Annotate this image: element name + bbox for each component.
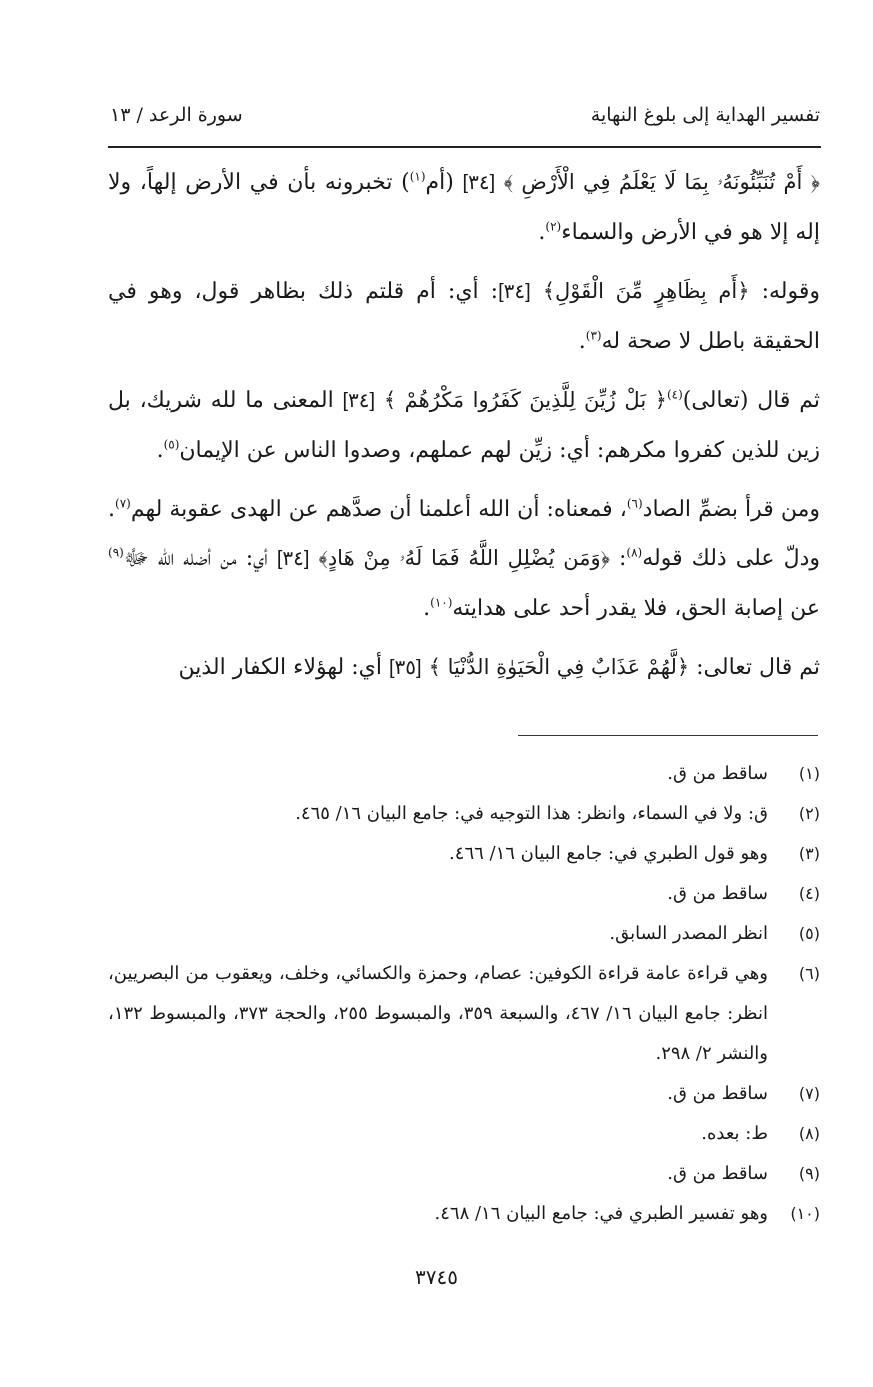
- footnote-text: ط: بعده.: [701, 1123, 768, 1144]
- text: :: [609, 546, 627, 571]
- paragraph-1: [108, 158, 820, 257]
- text: أي: لهؤلاء الكفار الذين: [178, 655, 389, 680]
- footnote-text: انظر المصدر السابق.: [609, 923, 768, 944]
- header-divider: [108, 146, 821, 148]
- paragraph-5: [108, 643, 820, 693]
- text: .: [538, 220, 546, 245]
- footnote-number: (١): [798, 764, 820, 783]
- page-number: ٣٧٤٥: [415, 1265, 458, 1289]
- footnote-number: (٤): [798, 884, 820, 903]
- footnote-ref[interactable]: (٥): [163, 437, 180, 452]
- verse-ref: [٣٤]: [462, 172, 496, 194]
- main-text: [108, 158, 820, 703]
- footnote-item: [108, 754, 820, 794]
- footnote-text: ساقط من ق.: [667, 763, 768, 784]
- footnote-item: [108, 954, 820, 1074]
- footnote-number: (٩): [798, 1164, 820, 1183]
- text: أي: من أضله الله ﷻ: [123, 546, 277, 571]
- footnote-number: (٢): [798, 804, 820, 823]
- book-title: تفسير الهداية إلى بلوغ النهاية: [590, 104, 820, 126]
- footnote-item: [108, 834, 820, 874]
- footnote-text: ساقط من ق.: [667, 1083, 768, 1104]
- text: المعنى ما لله شريك، بل زين للذين كفروا مكرهم: أي: زيِّن لهم عملهم، وصدوا الناس عن الإيمان: [108, 388, 820, 463]
- footnote-number: (١٠): [790, 1204, 820, 1223]
- text: (أم: [425, 170, 454, 195]
- paragraph-4: [108, 485, 820, 633]
- surah-page-label: سورة الرعد / ١٣: [110, 104, 243, 126]
- text: وقوله:: [749, 279, 820, 304]
- footnote-item: [108, 1114, 820, 1154]
- quran-quote: ﴿لَّهُمْ عَذَابٌ فِي الْحَيَوٰةِ الدُّنْيَا ﴾: [428, 655, 690, 679]
- footnote-number: (٧): [798, 1084, 820, 1103]
- quran-quote: ﴿أَم بِظَاهِرٍ مِّنَ الْقَوْلِ﴾: [542, 279, 750, 303]
- text: ثم قال (تعالى): [682, 388, 820, 413]
- footnote-item: [108, 874, 820, 914]
- verse-ref: [٣٤]: [498, 281, 531, 303]
- footnote-ref[interactable]: (٦): [626, 496, 643, 511]
- footnote-ref[interactable]: (٧): [115, 496, 131, 511]
- text: ثم قال تعالى:: [689, 655, 820, 680]
- quran-quote: ﴿ أَمْ تُنَبِّئُونَهُۥ بِمَا لَا يَعْلَمُ فِي الْأَرْضِ ﴾: [503, 170, 820, 194]
- footnote-ref[interactable]: (٣): [585, 328, 602, 343]
- text: .: [578, 329, 586, 354]
- running-header: [110, 104, 820, 144]
- text: : أي: أم قلتم ذلك بظاهر قول، وهو في الحقيقة باطل لا صحة له: [108, 279, 820, 354]
- text: ) تخبرونه بأن في الأرض إلهاً، ولا إله إلا هو في الأرض والسماء: [108, 170, 820, 245]
- footnote-number: (٥): [798, 924, 820, 943]
- text: عن إصابة الحق، فلا يقدر أحد على هدايته: [452, 596, 820, 621]
- paragraph-3: [108, 376, 820, 475]
- footnote-number: (٨): [798, 1124, 820, 1143]
- verse-ref: [٣٤]: [342, 390, 376, 412]
- footnote-text: وهو قول الطبري في: جامع البيان ١٦/ ٤٦٦.: [449, 843, 768, 864]
- paragraph-2: [108, 267, 820, 366]
- footnote-item: [108, 794, 820, 834]
- footnote-item: [108, 1194, 820, 1234]
- footnote-text: ساقط من ق.: [667, 883, 768, 904]
- text: ، فمعناه: أن الله أعلمنا أن صدَّهم عن الهدى عقوبة لهم: [130, 497, 627, 522]
- text: . ودلّ على ذلك قوله: [108, 497, 821, 571]
- footnote-ref[interactable]: (٨): [626, 545, 643, 560]
- footnote-divider: [518, 735, 818, 736]
- footnote-ref[interactable]: (١): [409, 169, 426, 184]
- footnote-ref[interactable]: (٤): [666, 387, 683, 402]
- footnote-item: [108, 1154, 820, 1194]
- text: ومن قرأ بضمِّ الصاد: [642, 497, 820, 522]
- footnote-item: [108, 914, 820, 954]
- quran-quote: ﴿وَمَن يُضْلِلِ اللَّهُ فَمَا لَهُۥ مِنْ هَادٍ﴾: [318, 546, 610, 570]
- footnote-number: (٣): [798, 844, 820, 863]
- text: .: [156, 438, 164, 463]
- verse-ref: [٣٤]: [276, 548, 310, 570]
- footnote-ref[interactable]: (١٠): [430, 595, 453, 610]
- verse-ref: [٣٥]: [388, 657, 422, 679]
- quran-quote: ﴿ بَلْ زُيِّنَ لِلَّذِينَ كَفَرُوا مَكْرُهُمْ ﴾: [383, 388, 667, 412]
- footnote-text: وهي قراءة عامة قراءة الكوفين: عصام، وحمزة والكسائي، وخلف، ويعقوب من البصريين، انظر: جامع البيان ١٦/ ٤٦٧، والسبعة ٣٥٩، والمبسوط ٢٥٥، والحجة ٣٧٣، والمبسوط ١٣٢، والنشر ٢/ ٢٩٨.: [108, 963, 768, 1064]
- footnotes: [108, 754, 820, 1234]
- footnote-ref[interactable]: (٢): [545, 219, 562, 234]
- text: .: [423, 596, 431, 621]
- footnote-text: ق: ولا في السماء، وانظر: هذا التوجيه في: جامع البيان ١٦/ ٤٦٥.: [295, 803, 768, 824]
- footnote-text: ساقط من ق.: [667, 1163, 768, 1184]
- footnote-text: وهو تفسير الطبري في: جامع البيان ١٦/ ٤٦٨.: [434, 1203, 768, 1224]
- footnote-item: [108, 1074, 820, 1114]
- footnote-number: (٦): [798, 964, 820, 983]
- footnote-ref[interactable]: (٩): [108, 545, 124, 560]
